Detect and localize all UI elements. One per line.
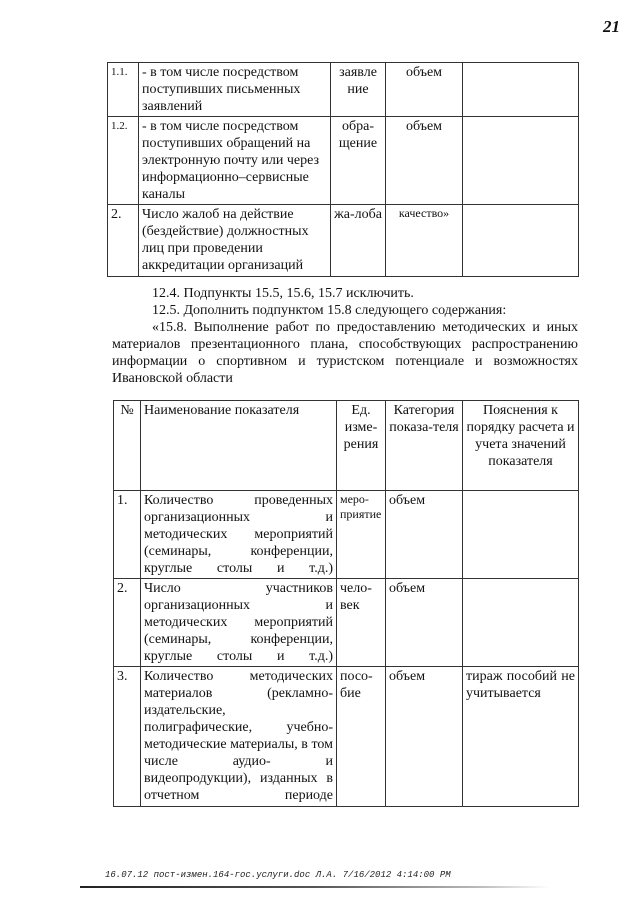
header-name: Наименование показателя: [141, 401, 337, 491]
row-number: 2.: [108, 205, 139, 277]
table-row: [114, 491, 579, 579]
category: объем: [386, 63, 463, 117]
indicator-name: - в том числе посредством поступивших письменных заявлений: [139, 63, 331, 117]
category: объем: [386, 579, 463, 667]
indicator-name: Число жалоб на действие (бездействие) должностных лиц при проведении аккредитации организаций: [139, 205, 331, 277]
table-header-row: [114, 401, 579, 491]
note: [463, 205, 579, 277]
header-number: №: [114, 401, 141, 491]
row-number: 2.: [114, 579, 141, 667]
indicator-name: Количество методических материалов (рекламно-издательские, полиграфические, учебно-методические материалы, в том числе аудио- и видеопродукции), изданных в отчетном периоде: [141, 667, 337, 807]
paragraph-15-8: «15.8. Выполнение работ по предоставлению методических и иных материалов презентационного плана, способствующих распространению информации о спортивном и туристском потенциале и возможностях Ивановской области: [112, 320, 578, 386]
table-row: [108, 205, 579, 277]
scan-edge-line: [80, 886, 550, 888]
row-number: 1.2.: [108, 117, 139, 205]
note: [463, 491, 579, 579]
indicator-name: Число участников организационных и методических мероприятий (семинары, конференции, круглые столы и т.д.): [141, 579, 337, 667]
indicator-name: Количество проведенных организационных и методических мероприятий (семинары, конференции, круглые столы и т.д.): [141, 491, 337, 579]
header-note: Пояснения к порядку расчета и учета значений показателя: [463, 401, 579, 491]
unit: меро-приятие: [337, 491, 386, 579]
unit: обра-щение: [331, 117, 386, 205]
note: тираж пособий не учитывается: [463, 667, 579, 807]
row-number: 1.: [114, 491, 141, 579]
document-footer: 16.07.12 пост-измен.164-гос.услуги.doc Л.А. 7/16/2012 4:14:00 PM: [105, 870, 451, 880]
unit: заявле ние: [331, 63, 386, 117]
category: объем: [386, 491, 463, 579]
header-unit: Ед. изме-рения: [337, 401, 386, 491]
paragraph-12-5: 12.5. Дополнить подпунктом 15.8 следующего содержания:: [152, 303, 507, 318]
unit: чело-век: [337, 579, 386, 667]
indicators-table-continued: [107, 62, 579, 277]
indicators-table-15-8: [113, 400, 579, 807]
table-row: [108, 63, 579, 117]
indicator-name: - в том числе посредством поступивших обращений на электронную почту или через информационно–сервисные каналы: [139, 117, 331, 205]
table-row: [108, 117, 579, 205]
header-category: Категория показа-теля: [386, 401, 463, 491]
page-number: 21: [603, 17, 620, 36]
category: объем: [386, 117, 463, 205]
category: качество»: [386, 205, 463, 277]
note: [463, 579, 579, 667]
unit: посо-бие: [337, 667, 386, 807]
paragraph-12-4: 12.4. Подпункты 15.5, 15.6, 15.7 исключить.: [152, 286, 414, 301]
row-number: 1.1.: [108, 63, 139, 117]
note: [463, 117, 579, 205]
table-row: [114, 579, 579, 667]
table-row: [114, 667, 579, 807]
category: объем: [386, 667, 463, 807]
row-number: 3.: [114, 667, 141, 807]
note: [463, 63, 579, 117]
unit: жа-лоба: [331, 205, 386, 277]
